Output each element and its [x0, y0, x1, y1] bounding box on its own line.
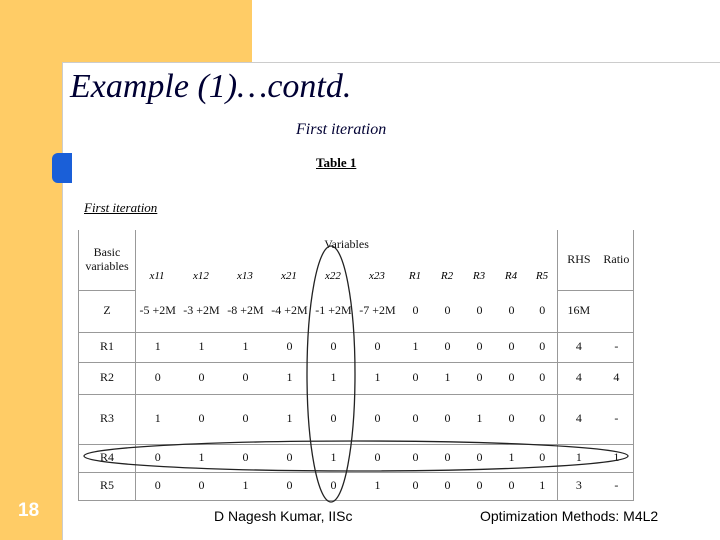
basic-cell: R3	[79, 394, 136, 444]
variable-header-x11: x11	[149, 270, 165, 282]
value-cell: 1	[224, 472, 268, 500]
value-cell: 0	[432, 472, 464, 500]
value-cell: 0	[180, 362, 224, 394]
value-cell: 0	[432, 444, 464, 472]
rhs-cell: 1	[558, 444, 600, 472]
variable-header-x12: x12	[193, 270, 209, 282]
ratio-cell	[600, 290, 634, 332]
ratio-cell: -	[600, 472, 634, 500]
value-cell: 0	[464, 444, 496, 472]
table-row-r1	[79, 332, 634, 362]
variables-header: Variables	[324, 237, 369, 251]
variable-header-r2: R2	[440, 270, 454, 282]
value-cell: -3 +2M	[180, 290, 224, 332]
footer-course: Optimization Methods: M4L2	[480, 508, 659, 524]
variable-header-x13: x13	[237, 270, 253, 282]
footer-author: D Nagesh Kumar, IISc	[214, 508, 353, 524]
slide-subtitle: First iteration	[296, 121, 387, 138]
value-cell: 0	[528, 362, 558, 394]
variable-header-r1: R1	[408, 270, 422, 282]
title-divider	[62, 62, 720, 63]
ratio-cell: -	[600, 332, 634, 362]
table-row-z	[79, 290, 634, 332]
basic-cell: R1	[79, 332, 136, 362]
table-row-r2	[79, 362, 634, 394]
value-cell: 0	[496, 394, 528, 444]
variable-header-x23: x23	[369, 270, 385, 282]
table-row-r5	[79, 472, 634, 500]
table-row-r4	[79, 444, 634, 472]
variable-header-r4: R4	[504, 270, 518, 282]
value-cell: -1 +2M	[312, 290, 356, 332]
blue-tab-marker	[52, 153, 72, 183]
value-cell: 0	[528, 394, 558, 444]
value-cell: 0	[180, 472, 224, 500]
value-cell: 1	[432, 362, 464, 394]
value-cell: 0	[356, 394, 400, 444]
value-cell: 0	[464, 472, 496, 500]
basic-cell: R5	[79, 472, 136, 500]
basic-cell: Z	[79, 290, 136, 332]
value-cell: 0	[224, 362, 268, 394]
rhs-header: RHS	[558, 230, 600, 290]
value-cell: 1	[180, 332, 224, 362]
value-cell: 1	[312, 362, 356, 394]
value-cell: 0	[268, 332, 312, 362]
value-cell: 0	[496, 332, 528, 362]
value-cell: 0	[528, 290, 558, 332]
value-cell: 0	[496, 362, 528, 394]
rhs-cell: 4	[558, 394, 600, 444]
value-cell: 0	[400, 362, 432, 394]
ratio-header: Ratio	[600, 230, 634, 290]
value-cell: 0	[496, 472, 528, 500]
value-cell: 1	[224, 332, 268, 362]
value-cell: 0	[464, 362, 496, 394]
value-cell: 1	[356, 362, 400, 394]
basic-cell: R2	[79, 362, 136, 394]
value-cell: 0	[400, 394, 432, 444]
basic-variables-header: Basic variables	[79, 230, 136, 290]
value-cell: 0	[400, 290, 432, 332]
value-cell: 1	[356, 472, 400, 500]
value-cell: 1	[496, 444, 528, 472]
value-cell: 0	[356, 332, 400, 362]
value-cell: 0	[312, 394, 356, 444]
value-cell: 0	[400, 472, 432, 500]
variable-header-x22: x22	[325, 270, 341, 282]
value-cell: 1	[464, 394, 496, 444]
value-cell: 0	[268, 472, 312, 500]
value-cell: 0	[180, 394, 224, 444]
ratio-cell: 4	[600, 362, 634, 394]
rhs-cell: 3	[558, 472, 600, 500]
value-cell: 0	[136, 444, 180, 472]
slide-title: Example (1)…contd.	[70, 68, 352, 105]
table-caption: Table 1	[316, 155, 357, 170]
variable-header-r5: R5	[535, 270, 549, 282]
basic-cell: R4	[79, 444, 136, 472]
value-cell: 1	[180, 444, 224, 472]
value-cell: 0	[312, 332, 356, 362]
value-cell: 0	[464, 290, 496, 332]
rhs-cell: 16M	[558, 290, 600, 332]
value-cell: -4 +2M	[268, 290, 312, 332]
table-row-r3	[79, 394, 634, 444]
value-cell: 0	[432, 332, 464, 362]
value-cell: 1	[312, 444, 356, 472]
value-cell: 0	[528, 332, 558, 362]
variable-header-r3: R3	[472, 270, 486, 282]
variable-header-x21: x21	[281, 270, 297, 282]
value-cell: -5 +2M	[136, 290, 180, 332]
section-label: First iteration	[84, 200, 158, 215]
value-cell: -8 +2M	[224, 290, 268, 332]
value-cell: 0	[312, 472, 356, 500]
value-cell: 0	[400, 444, 432, 472]
value-cell: 0	[268, 444, 312, 472]
value-cell: 0	[224, 444, 268, 472]
value-cell: 1	[136, 332, 180, 362]
value-cell: 0	[432, 290, 464, 332]
value-cell: 1	[136, 394, 180, 444]
sidebar-decoration	[0, 0, 62, 540]
value-cell: 0	[136, 472, 180, 500]
value-cell: 1	[528, 472, 558, 500]
value-cell: 0	[356, 444, 400, 472]
value-cell: 1	[268, 362, 312, 394]
value-cell: 0	[464, 332, 496, 362]
value-cell: 0	[528, 444, 558, 472]
content-border-left	[62, 62, 63, 540]
value-cell: -7 +2M	[356, 290, 400, 332]
value-cell: 0	[136, 362, 180, 394]
value-cell: 0	[496, 290, 528, 332]
value-cell: 0	[224, 394, 268, 444]
page-number: 18	[18, 500, 40, 521]
value-cell: 1	[268, 394, 312, 444]
ratio-cell: 1	[600, 444, 634, 472]
value-cell: 0	[432, 394, 464, 444]
ratio-cell: -	[600, 394, 634, 444]
rhs-cell: 4	[558, 332, 600, 362]
rhs-cell: 4	[558, 362, 600, 394]
value-cell: 1	[400, 332, 432, 362]
